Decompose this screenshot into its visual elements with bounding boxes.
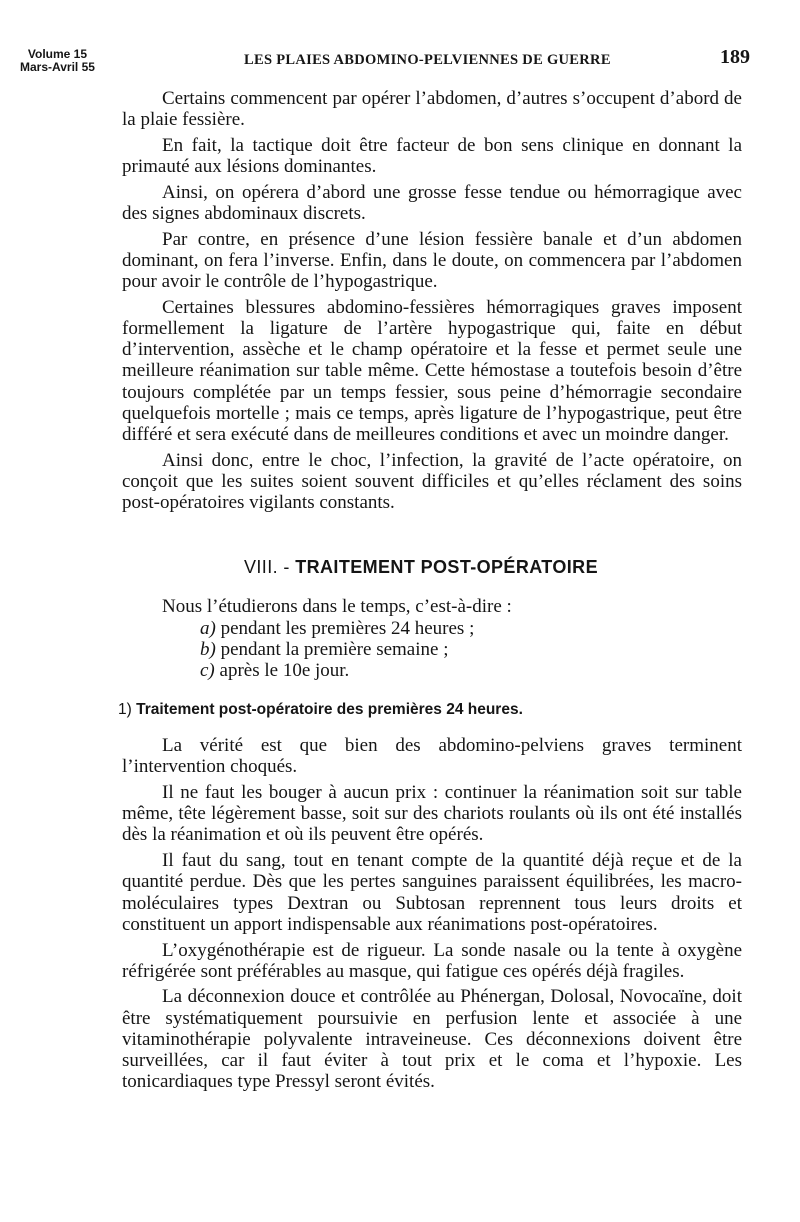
- subsection-number: 1): [118, 701, 132, 719]
- issue-date: Mars-Avril 55: [20, 60, 95, 74]
- subsection-title: Traitement post-opératoire des premières 24 heures.: [136, 701, 523, 719]
- subsection-heading: [118, 701, 742, 719]
- paragraph: L’oxygénothérapie est de rigueur. La sonde nasale ou la tente à oxygène réfrigérée sont préférables au masque, qui fatigue ces opérés déjà fragiles.: [122, 939, 742, 982]
- list-text: pendant les premières 24 heures ;: [220, 617, 475, 639]
- paragraph: La déconnexion douce et contrôlée au Phénergan, Dolosal, Novocaïne, doit être systématiquement poursuivie en perfusion lente et associée à une vitaminothérapie polyvalente intraveineuse. Ces déconnexions doivent être surveillées, car il faut éviter à tout prix et le coma et l’hypoxie. Les tonicardiaques type Pressyl seront évités.: [122, 986, 742, 1093]
- paragraph: Ainsi donc, entre le choc, l’infection, la gravité de l’acte opératoire, on conçoit que les suites soient souvent difficiles et qu’elles réclament des soins post-opératoires vigilants constants.: [122, 449, 742, 514]
- list-item: [200, 639, 742, 660]
- volume-info: [20, 48, 95, 74]
- paragraph: Il ne faut les bouger à aucun prix : continuer la réanimation soit sur table même, tête légèrement basse, soit sur des chariots roulants où ils ont été installés dès la réanimation et où ils peuvent être opérés.: [122, 782, 742, 846]
- period-list: [122, 618, 742, 682]
- list-intro: Nous l’étudierons dans le temps, c’est-à-dire :: [162, 596, 512, 618]
- list-marker: a): [200, 617, 216, 639]
- paragraph: Par contre, en présence d’une lésion fessière banale et d’un abdomen dominant, on fera l’inverse. Enfin, dans le doute, on commencera par l’abdomen pour avoir le contrôle de l’hypogastrique.: [122, 228, 742, 293]
- section-heading: [122, 557, 742, 578]
- list-marker: c): [200, 659, 215, 681]
- paragraph: La vérité est que bien des abdomino-pelviens graves terminent l’intervention choqués.: [122, 735, 742, 778]
- page-body: [118, 88, 742, 1097]
- list-text: après le 10e jour.: [219, 659, 350, 681]
- page-number: 189: [720, 46, 750, 68]
- paragraph: Certains commencent par opérer l’abdomen, d’autres s’occupent d’abord de la plaie fessière.: [122, 88, 742, 131]
- list-text: pendant la première semaine ;: [220, 638, 449, 660]
- list-marker: b): [200, 638, 216, 660]
- section-number: VIII. -: [244, 557, 290, 578]
- paragraph: Il faut du sang, tout en tenant compte de la quantité déjà reçue et de la quantité perdue. Dès que les pertes sanguines paraissent équilibrées, les macro-moléculaires types Dextran ou Subtosan reprennent tous leurs droits et constituent un apport indispensable aux réanimations post-opératoires.: [122, 850, 742, 935]
- volume-number: Volume 15: [27, 47, 88, 61]
- list-item: [200, 618, 742, 639]
- paragraph: En fait, la tactique doit être facteur de bon sens clinique en donnant la primauté aux lésions dominantes.: [122, 134, 742, 178]
- section-title: TRAITEMENT POST-OPÉRATOIRE: [295, 557, 598, 578]
- list-item: [200, 660, 742, 681]
- paragraph: Certaines blessures abdomino-fessières hémorragiques graves imposent formellement la ligature de l’artère hypogastrique qui, faite en début d’intervention, assèche et le champ opératoire et la fesse et permet seule une meilleure réanimation sur table même. Cette hémostase a toutefois besoin d’être toujours complétée par un temps fessier, sous peine d’hémorragie secondaire quelquefois mortelle ; mais ce temps, après ligature de l’hypogastrique, peut être différé et sera exécuté dans de meilleures conditions et avec un moindre danger.: [122, 296, 742, 446]
- running-title: LES PLAIES ABDOMINO-PELVIENNES DE GUERRE: [244, 52, 611, 68]
- paragraph: Ainsi, on opérera d’abord une grosse fesse tendue ou hémorragique avec des signes abdominaux discrets.: [122, 181, 742, 225]
- running-header: [20, 46, 750, 80]
